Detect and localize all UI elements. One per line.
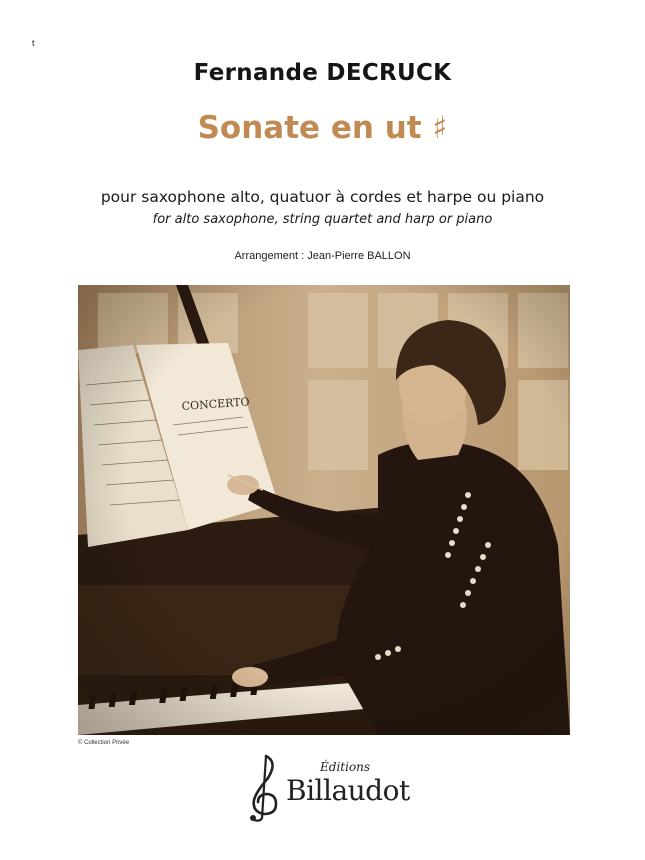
- cover-photo: [78, 285, 570, 735]
- subtitle-english: for alto saxophone, string quartet and harp or piano: [152, 212, 493, 227]
- arrangement-credit: Arrangement : Jean-Pierre BALLON: [234, 250, 411, 262]
- publisher-editions-label: Éditions: [320, 760, 371, 774]
- photo-credit: © Collection Privée: [78, 740, 130, 746]
- subtitle-french: pour saxophone alto, quatuor à cordes et harpe ou piano: [100, 188, 545, 206]
- work-title: Sonate en ut ♯: [197, 110, 448, 146]
- composer-name: Fernande DECRUCK: [193, 60, 452, 86]
- treble-clef-icon: [238, 752, 288, 822]
- publisher-name: Billaudot: [286, 774, 410, 807]
- cover-photo-illustration: [78, 285, 570, 735]
- publisher-logo: [232, 752, 432, 822]
- corner-mark: t: [32, 38, 35, 48]
